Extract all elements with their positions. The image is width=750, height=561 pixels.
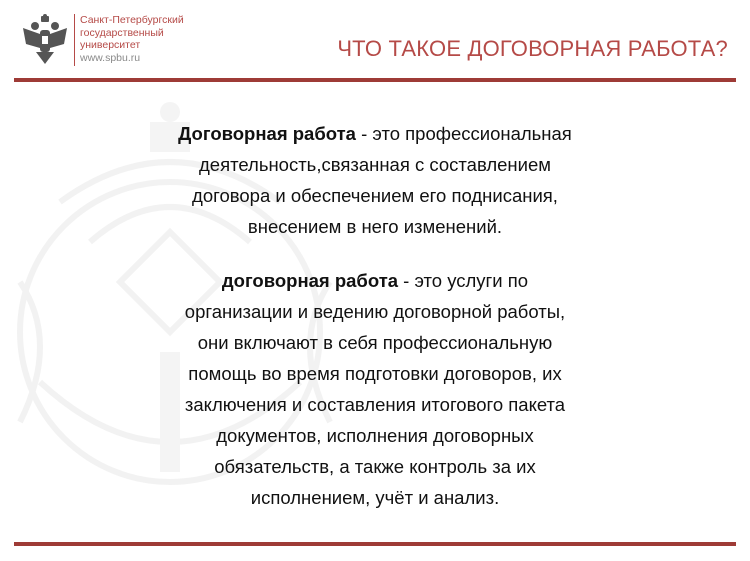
definition-text-line: исполнением, учёт и анализ.	[250, 487, 500, 508]
university-name-line: Санкт-Петербургский	[80, 14, 184, 26]
definition-term: договорная работа	[221, 270, 399, 291]
logo-divider	[74, 14, 75, 66]
definition-text-line: - это услуги по	[398, 270, 529, 291]
definition-text-line: - это профессиональная	[355, 123, 572, 144]
definition-paragraph-2	[80, 265, 670, 513]
university-name	[80, 14, 184, 64]
definition-text-line: договора и обеспечением его поднисания,	[192, 185, 558, 206]
definition-text-line: организации и ведению договорной работы,	[184, 301, 566, 322]
university-name-line: государственный	[80, 26, 164, 39]
definition-text-line: внесением в него изменений.	[247, 216, 503, 237]
definition-text-line: деятельность,связанная с составлением	[198, 154, 551, 175]
university-name-line: университет	[80, 39, 141, 51]
university-website: www.spbu.ru	[80, 51, 141, 64]
slide-title: ЧТО ТАКОЕ ДОГОВОРНАЯ РАБОТА?	[337, 36, 728, 61]
spbu-emblem-icon	[20, 14, 70, 68]
definition-text-line: помощь во время подготовки договоров, их	[188, 363, 562, 384]
definition-text-line: обязательств, а также контроль за их	[214, 456, 536, 477]
definition-text-line: заключения и составления итогового пакета	[184, 394, 566, 415]
top-divider	[14, 78, 736, 82]
bottom-divider	[14, 542, 736, 546]
definition-term: Договорная работа	[178, 123, 356, 144]
definition-text-line: они включают в себя профессиональную	[197, 332, 553, 353]
definition-paragraph-1	[80, 118, 670, 242]
definition-text-line: документов, исполнения договорных	[216, 425, 534, 446]
